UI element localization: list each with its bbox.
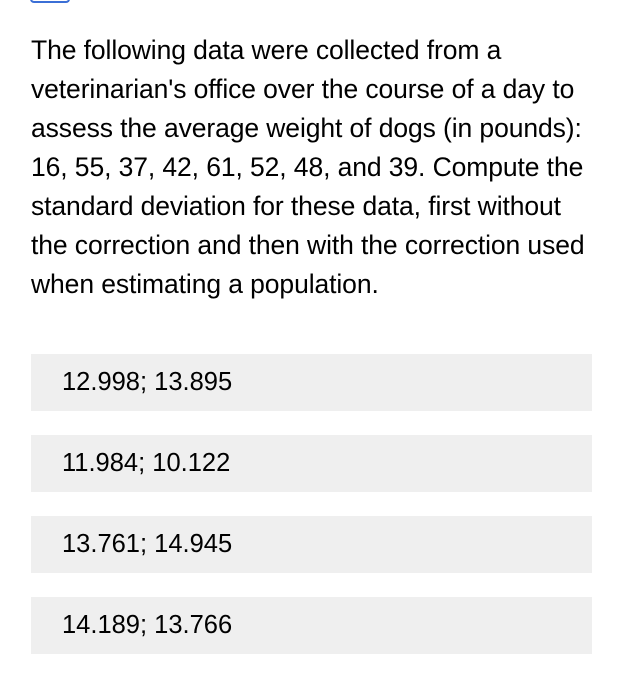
answer-option-3[interactable]: 13.761; 14.945 bbox=[31, 516, 592, 573]
answer-option-4[interactable]: 14.189; 13.766 bbox=[31, 597, 592, 654]
answer-options bbox=[31, 354, 592, 678]
question-text: The following data were collected from a veterinarian's office over the course of a day to assess the average weight of dogs (in pounds): 16, 55, 37, 42, 61, 52, 48, and 39. Compute the standard deviation for these data, first without the correction and then with the correction used when estimating a population. bbox=[31, 35, 585, 299]
answer-option-2[interactable]: 11.984; 10.122 bbox=[31, 435, 592, 492]
previous-item-tab[interactable] bbox=[30, 0, 70, 3]
answer-option-1[interactable]: 12.998; 13.895 bbox=[31, 354, 592, 411]
